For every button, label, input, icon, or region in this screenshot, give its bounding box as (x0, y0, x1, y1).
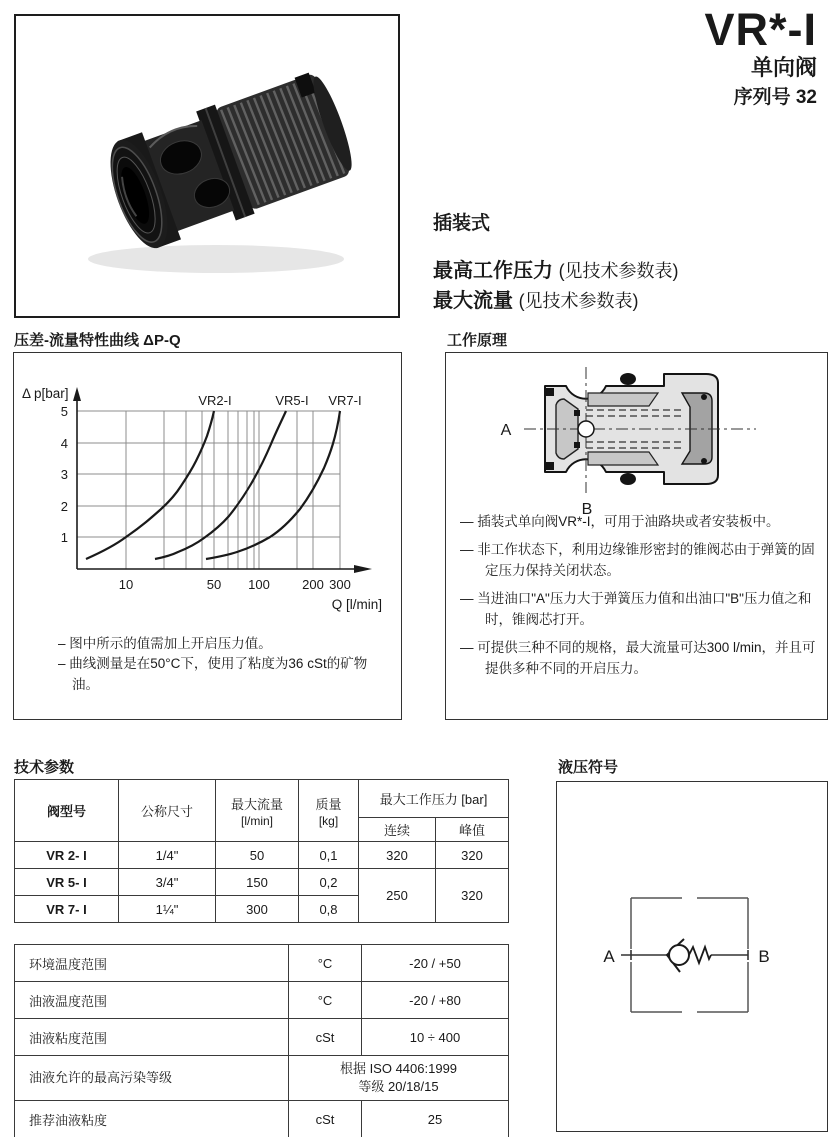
symbol-section-title: 液压符号 (558, 759, 619, 776)
serial-number: 序列号 32 (733, 86, 817, 108)
chart-note-2: – 曲线测量是在50°C下，使用了粘度为36 cSt的矿物油。 (58, 656, 368, 692)
cond-value-merged: 根据 ISO 4406:1999 等级 20/18/15 (289, 1056, 509, 1101)
table-row (15, 869, 509, 896)
principle-bullet-3: — 当进油口"A"压力大于弹簧压力值和出油口"B"压力值之和时，锥阀芯打开。 (460, 591, 812, 628)
curve-label-vr7: VR7-I (328, 393, 362, 408)
x-tick-50: 50 (206, 577, 222, 592)
cond-unit: °C (289, 945, 362, 982)
symbol-port-a: A (603, 947, 615, 966)
cell-cont: 320 (359, 842, 436, 869)
principle-box (445, 352, 828, 720)
cell-cont-merged: 250 (359, 869, 436, 923)
max-flow-note: (见技术参数表) (518, 291, 639, 311)
cond-value: -20 / +50 (362, 945, 509, 982)
cond-label: 油液温度范围 (15, 982, 289, 1019)
x-tick-300: 300 (329, 577, 351, 592)
cell-peak: 320 (436, 842, 509, 869)
cell-size: 1¼" (119, 896, 216, 923)
x-axis-label: Q [l/min] (331, 597, 382, 612)
cell-flow: 150 (216, 869, 299, 896)
max-pressure-label: 最高工作压力 (433, 260, 553, 282)
y-tick-3: 3 (60, 467, 68, 482)
cell-size: 1/4" (119, 842, 216, 869)
cell-mass: 0,2 (299, 869, 359, 896)
cell-size: 3/4" (119, 869, 216, 896)
y-tick-2: 2 (60, 499, 68, 514)
spec-table (14, 779, 509, 923)
cond-label: 油液允许的最高污染等级 (15, 1056, 289, 1101)
cond-unit: cSt (289, 1019, 362, 1056)
curve-label-vr5: VR5-I (275, 393, 309, 408)
port-b-label: B (581, 501, 593, 518)
principle-section-title: 工作原理 (447, 332, 508, 349)
intro-block (433, 208, 679, 316)
cell-flow: 300 (216, 896, 299, 923)
port-a-label: A (500, 422, 512, 439)
valve-photo (16, 16, 398, 316)
x-axis-arrow (354, 565, 372, 573)
cell-mass: 0,8 (299, 896, 359, 923)
y-tick-1: 1 (60, 530, 68, 545)
col-header-pressure: 最大工作压力 [bar] (359, 780, 509, 818)
cond-value: 10 ÷ 400 (362, 1019, 509, 1056)
max-pressure-line (433, 256, 679, 286)
valve-type-title: 单向阀 (750, 55, 817, 81)
cond-label: 环境温度范围 (15, 945, 289, 982)
cell-model: VR 5- I (15, 869, 119, 896)
col-header-continuous: 连续 (359, 818, 436, 842)
symbol-box (556, 781, 828, 1132)
principle-bullet-4: — 可提供三种不同的规格，最大流量可达300 l/min，并且可提供多种不同的开启压力。 (460, 640, 816, 677)
conditions-table (14, 944, 509, 1137)
cond-label: 推荐油液粘度 (15, 1101, 289, 1137)
max-flow-line (433, 286, 679, 316)
table-row (15, 1101, 509, 1137)
check-ball (669, 945, 689, 965)
chart-note-1: – 图中所示的值需加上开启压力值。 (58, 636, 272, 651)
x-tick-10: 10 (118, 577, 134, 592)
cond-unit: °C (289, 982, 362, 1019)
table-row (15, 842, 509, 869)
cell-peak-merged: 320 (436, 869, 509, 923)
principle-bullet-2: — 非工作状态下，利用边缘锥形密封的锥阀芯由于弹簧的固定压力保持关闭状态。 (460, 542, 815, 579)
chart-section-title: 压差-流量特性曲线 ΔP-Q (14, 332, 181, 349)
max-pressure-note: (见技术参数表) (558, 261, 679, 281)
mount-type: 插装式 (433, 213, 491, 234)
chart-box (13, 352, 402, 720)
y-axis-arrow (73, 387, 81, 401)
x-tick-100: 100 (248, 577, 270, 592)
cell-model: VR 7- I (15, 896, 119, 923)
y-tick-4: 4 (60, 436, 68, 451)
principle-bullet-1: — 插装式单向阀VR*-I，可用于油路块或者安装板中。 (460, 514, 780, 529)
col-header-flow: 最大流量 [l/min] (216, 780, 299, 842)
hydraulic-symbol (557, 782, 826, 1130)
cell-mass: 0,1 (299, 842, 359, 869)
principle-bullets (460, 511, 818, 686)
valve-cross-section (446, 353, 826, 523)
page-title: VR*-I (704, 4, 817, 55)
cell-model: VR 2- I (15, 842, 119, 869)
y-axis-label: Δ p[bar] (22, 386, 69, 401)
dp-q-chart (14, 353, 400, 623)
y-tick-5: 5 (60, 404, 68, 419)
col-header-mass: 质量 [kg] (299, 780, 359, 842)
col-header-size: 公称尺寸 (119, 780, 216, 842)
table-row (15, 1056, 509, 1101)
product-photo-frame (14, 14, 400, 318)
table-row (15, 982, 509, 1019)
symbol-port-b: B (758, 947, 770, 966)
table-row (15, 1019, 509, 1056)
x-tick-200: 200 (302, 577, 324, 592)
tech-section-title: 技术参数 (14, 759, 75, 776)
cond-value: 25 (362, 1101, 509, 1137)
title-block (704, 6, 817, 109)
chart-notes (58, 634, 388, 695)
col-header-peak: 峰值 (436, 818, 509, 842)
table-row (15, 945, 509, 982)
cond-unit: cSt (289, 1101, 362, 1137)
spring (689, 947, 711, 963)
max-flow-label: 最大流量 (433, 290, 513, 312)
cond-value: -20 / +80 (362, 982, 509, 1019)
col-header-model: 阀型号 (15, 780, 119, 842)
cell-flow: 50 (216, 842, 299, 869)
curve-label-vr2: VR2-I (198, 393, 232, 408)
cond-label: 油液粘度范围 (15, 1019, 289, 1056)
